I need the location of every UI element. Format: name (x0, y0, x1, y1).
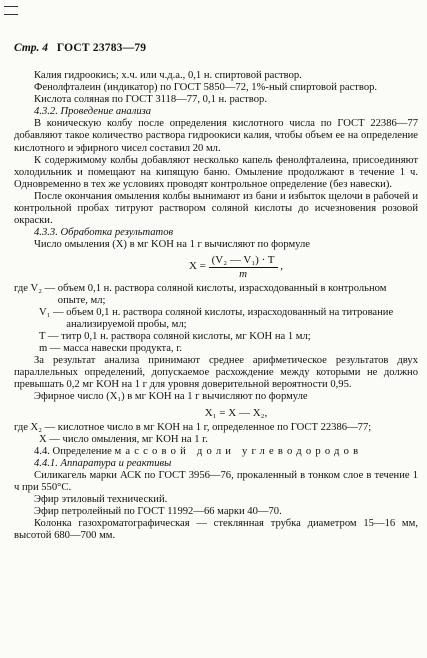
reagent-line: Фенолфталеин (индикатор) по ГОСТ 5850—72, 1%-ный спиртовой раствор. (34, 82, 378, 94)
formula-fraction (209, 254, 278, 279)
definition-item (14, 331, 418, 343)
paragraph: После окончания омыления колбы вынимают из бани и избыток щелочи в рабочей и контрольной пробах титруют раствором соляной кислоты до исчезновения розовой окраски. (14, 190, 418, 227)
reagent-line: Кислота соляная по ГОСТ 3118—77, 0,1 н. раствор. (34, 94, 267, 106)
definition-symbol: V₁ — (39, 306, 67, 318)
section-title-part: 4.4. Определение (34, 445, 112, 457)
definition-item (14, 422, 418, 434)
definition-text: число омыления, мг KOH на 1 г. (62, 433, 208, 445)
saponification-formula (54, 254, 418, 279)
paragraph: Эфирное число (X₁) в мг KOH на 1 г вычисляют по формуле (34, 391, 308, 403)
standard-code: ГОСТ 23783—79 (56, 42, 147, 54)
definition-text: масса навески продукта, г. (63, 343, 183, 355)
reagent-line: Колонка газохроматографическая — стеклянная трубка диаметром 15—16 мм, высотой 680—700 мм. (14, 518, 418, 542)
definition-item (14, 343, 418, 355)
section-title (14, 446, 418, 458)
section-heading: 4.3.2. Проведение анализа (34, 106, 152, 118)
section-heading: 4.4.1. Аппаратура и реактивы (34, 457, 172, 469)
definition-text: титр 0,1 н. раствора соляной кислоты, мг KOH на 1 мл; (61, 330, 311, 342)
paragraph: В коническую колбу после определения кислотного числа по ГОСТ 22386—77 добавляют такое количество раствора гидроокиси калия, чтобы объем ее на определение кислотного и эфирного чисел составил 20 мл. (14, 118, 418, 154)
paragraph: Число омыления (X) в мг KOH на 1 г вычисляют по формуле (34, 239, 310, 251)
definition-text: объем 0,1 н. раствора соляной кислоты, израсходованный в контрольном опыте, мл; (57, 282, 387, 306)
formula-tail: , (280, 260, 284, 273)
definition-symbol: X — (39, 433, 63, 445)
formula-lhs: X = (188, 260, 206, 273)
definition-symbol: где V₂ — (14, 282, 58, 294)
reagent-line: Эфир этиловый технический. (34, 494, 168, 506)
definition-symbol: где X₂ — (14, 421, 58, 433)
reagent-line: Эфир петролейный по ГОСТ 11992—66 марки 40—70. (34, 506, 282, 518)
corner-mark (4, 6, 18, 15)
definition-symbol: T — (39, 330, 62, 342)
paragraph: За результат анализа принимают среднее арифметическое результатов двух параллельных определений, допускаемое расхождение между которыми не должно превышать 0,2 мг KOH на 1 г для уровня доверительной вероятности 0,95. (14, 355, 418, 391)
formula-numerator: (V₂ — V₁) · T (209, 254, 278, 267)
document-body (14, 70, 418, 543)
section-heading: 4.3.3. Обработка результатов (34, 227, 174, 239)
page-number: Стр. 4 (14, 42, 49, 54)
section-title-part: массовой доли углеводородов (114, 445, 363, 457)
reagent-line: Калия гидроокись; х.ч. или ч.д.а., 0,1 н. спиртовой раствор. (34, 70, 302, 81)
page-header (14, 42, 146, 54)
definition-item (14, 434, 418, 446)
definition-text: кислотное число в мг KOH на 1 г, определенное по ГОСТ 22386—77; (57, 421, 372, 433)
formula-denominator: m (239, 267, 248, 280)
definition-item (14, 307, 418, 331)
definition-symbol: m — (39, 343, 64, 355)
reagent-line: Силикагель марки АСК по ГОСТ 3956—76, прокаленный в тонком слое в течение 1 ч при 550°С. (14, 470, 418, 494)
ester-number-formula: X₁ = X — X₂, (204, 406, 268, 419)
paragraph: К содержимому колбы добавляют несколько капель фенолфталеина, присоединяют холодильник и помещают на кипящую баню. Омыление продолжают в течение 1 ч. Одновременно в тех же условиях проводят контрольное определение (без навески). (14, 154, 418, 190)
definition-text: объем 0,1 н. раствора соляной кислоты, израсходованный на титрование анализируемой пробы, мл; (66, 306, 394, 330)
definition-item (14, 283, 418, 307)
